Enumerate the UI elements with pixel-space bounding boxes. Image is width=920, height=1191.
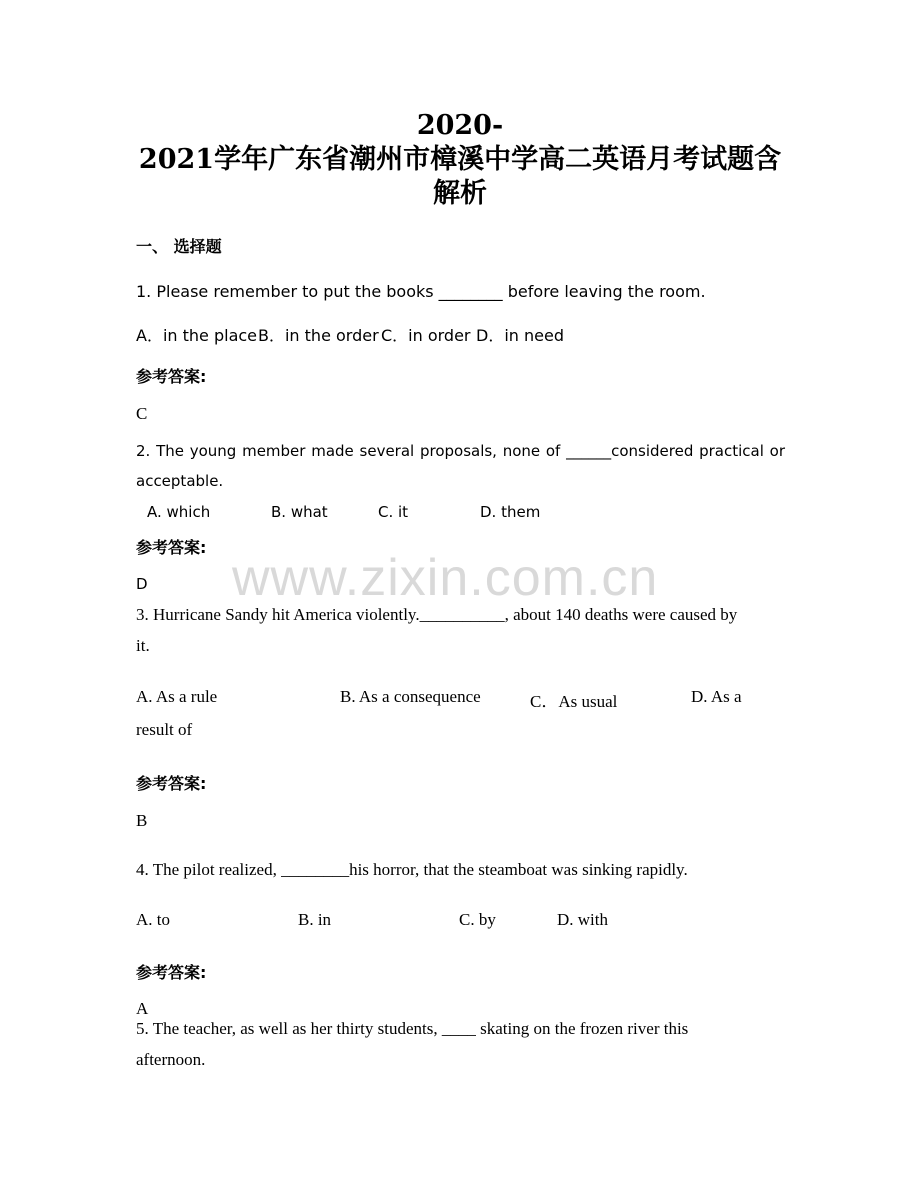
- title-line-2: 2021学年广东省潮州市樟溪中学高二英语月考试题含: [138, 144, 782, 175]
- question-3-answer-label: 参考答案:: [136, 774, 207, 793]
- question-3-stem-line-1: 3. Hurricane Sandy hit America violently.__________, about 140 deaths were caused by: [136, 605, 738, 624]
- question-1-answer: C: [136, 404, 148, 423]
- question-2-answer-label: 参考答案:: [136, 538, 207, 557]
- question-5-stem-line-2: afternoon.: [136, 1050, 206, 1069]
- question-1-option-b: B．in the order: [258, 326, 379, 345]
- question-4-option-b: B. in: [298, 910, 332, 929]
- question-3-option-a: A. As a rule: [136, 687, 218, 706]
- question-3-answer: B: [136, 811, 148, 830]
- title-line-3: 解析: [433, 178, 487, 209]
- question-4-option-d: D. with: [557, 910, 608, 929]
- question-4-answer: A: [136, 999, 149, 1018]
- question-2-option-b: B. what: [271, 503, 328, 521]
- question-2-answer: D: [136, 575, 148, 593]
- question-3-option-b: B. As a consequence: [340, 687, 481, 706]
- section-heading: 一、 选择题: [136, 237, 222, 256]
- question-1-option-d: D．in need: [476, 326, 564, 345]
- question-3-option-c: C．As usual: [530, 692, 618, 711]
- question-1-answer-label: 参考答案:: [136, 367, 207, 386]
- question-2-option-c: C. it: [378, 503, 409, 521]
- question-4-answer-label: 参考答案:: [136, 963, 207, 982]
- question-1-option-c: C．in order: [381, 326, 471, 345]
- title-line-1: 2020-: [416, 110, 504, 141]
- question-3-stem-line-2: it.: [136, 636, 150, 655]
- question-1-stem: 1. Please remember to put the books ________ before leaving the room.: [136, 282, 706, 301]
- question-5-stem-line-1: 5. The teacher, as well as her thirty students, ____ skating on the frozen river this: [136, 1019, 689, 1038]
- question-1-option-a: A．in the place: [136, 326, 258, 345]
- question-2-option-a: A. which: [147, 503, 211, 521]
- question-4-option-c: C. by: [459, 910, 496, 929]
- watermark: www.zixin.com.cn: [232, 549, 659, 607]
- question-4-option-a: A. to: [136, 910, 170, 929]
- question-2-stem-line-2: acceptable.: [136, 472, 224, 490]
- question-2-option-d: D. them: [480, 503, 541, 521]
- question-3-option-d-continued: result of: [136, 720, 193, 739]
- question-3-option-d: D. As a: [691, 687, 742, 706]
- question-4-stem: 4. The pilot realized, ________his horror, that the steamboat was sinking rapidly.: [136, 860, 688, 879]
- question-2-stem-line-1: 2. The young member made several proposals, none of ______considered practical or: [136, 442, 785, 460]
